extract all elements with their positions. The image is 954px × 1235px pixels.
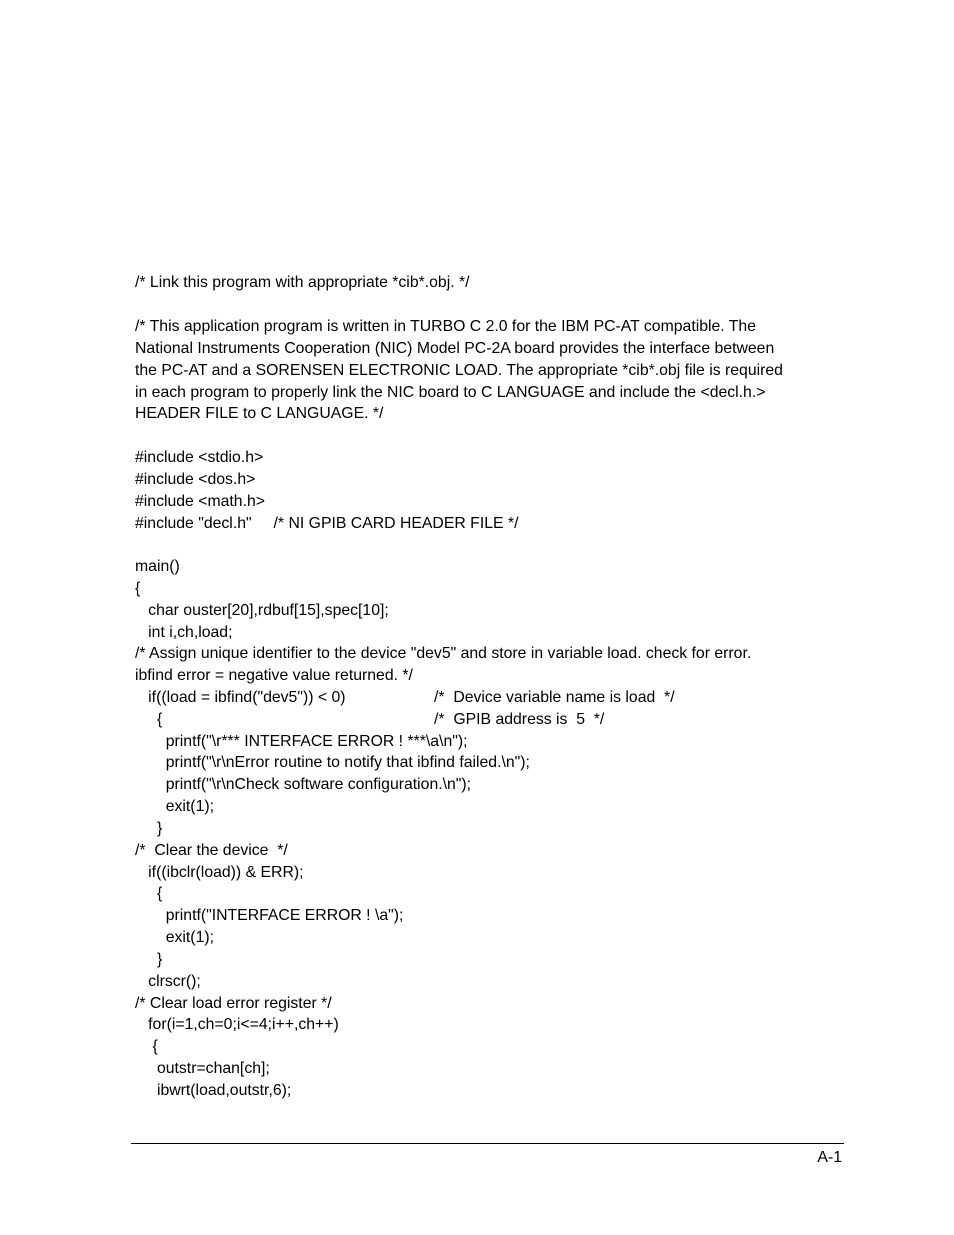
description-line: HEADER FILE to C LANGUAGE. */ (135, 405, 384, 422)
code-line: exit(1); (135, 798, 214, 815)
page-number: A-1 (817, 1149, 842, 1166)
code-line: printf("\r\nCheck software configuration.\n"); (135, 776, 472, 793)
description-line: the PC-AT and a SORENSEN ELECTRONIC LOAD. The appropriate *cib*.obj file is required (135, 362, 783, 379)
code-line: exit(1); (135, 929, 214, 946)
code-line: /* Assign unique identifier to the device "dev5" and store in variable load. check for error. (135, 645, 752, 662)
description-line: /* This application program is written in TURBO C 2.0 for the IBM PC-AT compatible. The (135, 318, 757, 335)
include-line: #include "decl.h" /* NI GPIB CARD HEADER FILE */ (135, 515, 519, 532)
inline-comment: /* GPIB address is 5 */ (434, 711, 605, 728)
code-line: ibfind error = negative value returned. */ (135, 667, 413, 684)
code-line: int i,ch,load; (135, 624, 233, 641)
code-line: } (135, 951, 163, 968)
include-line: #include <dos.h> (135, 471, 256, 488)
code-line: if((load = ibfind("dev5")) < 0) /* Device variable name is load */ (135, 689, 675, 706)
inline-comment: /* Device variable name is load */ (434, 689, 675, 706)
intro-comment: /* Link this program with appropriate *cib*.obj. */ (135, 274, 470, 291)
include-line: #include <math.h> (135, 493, 265, 510)
code-line: { (135, 885, 163, 902)
code-line: clrscr(); (135, 973, 201, 990)
include-line: #include <stdio.h> (135, 449, 264, 466)
description-line: National Instruments Cooperation (NIC) Model PC-2A board provides the interface between (135, 340, 775, 357)
code-line: } (135, 820, 163, 837)
code-line: { (135, 580, 141, 597)
code-line: outstr=chan[ch]; (135, 1060, 270, 1077)
code-line: ibwrt(load,outstr,6); (135, 1082, 292, 1099)
code-line: { /* GPIB address is 5 */ (135, 711, 605, 728)
code-line: printf("\r*** INTERFACE ERROR ! ***\a\n"); (135, 733, 468, 750)
footer-rule (131, 1143, 844, 1144)
code-line: main() (135, 558, 180, 575)
code-line: for(i=1,ch=0;i<=4;i++,ch++) (135, 1016, 339, 1033)
description-line: in each program to properly link the NIC board to C LANGUAGE and include the <decl.h.> (135, 384, 766, 401)
code-line: printf("INTERFACE ERROR ! \a"); (135, 907, 404, 924)
code-line: if((ibclr(load)) & ERR); (135, 864, 304, 881)
code-line: char ouster[20],rdbuf[15],spec[10]; (135, 602, 389, 619)
code-line: /* Clear the device */ (135, 842, 288, 859)
code-line: printf("\r\nError routine to notify that ibfind failed.\n"); (135, 754, 530, 771)
code-line: { (135, 1038, 158, 1055)
code-line: /* Clear load error register */ (135, 995, 332, 1012)
